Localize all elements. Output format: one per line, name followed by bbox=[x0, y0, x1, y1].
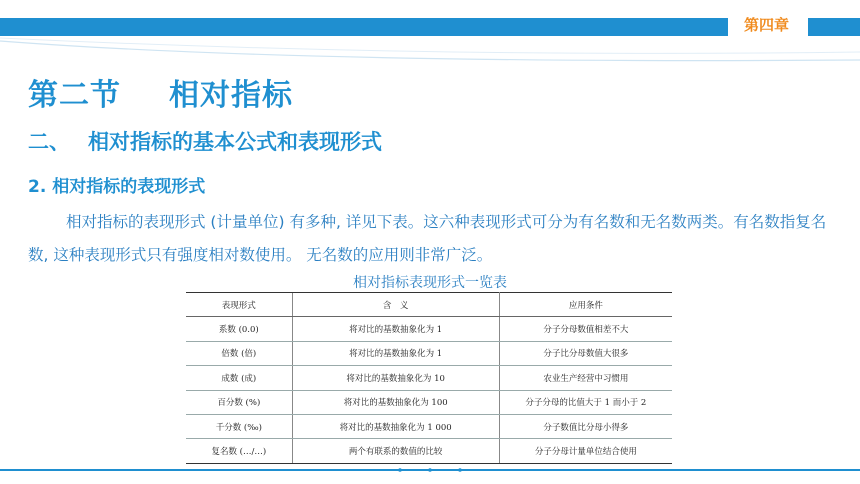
table-cell: 千分数 (‰) bbox=[186, 414, 292, 438]
header-decoration bbox=[0, 36, 860, 66]
header-bar-left bbox=[0, 18, 728, 36]
subheading-text: 相对指标的基本公式和表现形式 bbox=[88, 130, 382, 154]
table-cell: 分子分母的比值大于 1 而小于 2 bbox=[499, 390, 672, 414]
table-cell: 将对比的基数抽象化为 100 bbox=[292, 390, 499, 414]
table-row bbox=[186, 317, 672, 341]
table-cell: 将对比的基数抽象化为 1 bbox=[292, 317, 499, 341]
table-row bbox=[186, 366, 672, 390]
table-row bbox=[186, 439, 672, 463]
column-header: 表现形式 bbox=[186, 293, 292, 317]
table-cell: 倍数 (倍) bbox=[186, 341, 292, 365]
table-cell: 成数 (成) bbox=[186, 366, 292, 390]
column-header: 应用条件 bbox=[499, 293, 672, 317]
subheading-number: 二、 bbox=[28, 130, 70, 154]
table-cell: 系数 (0.0) bbox=[186, 317, 292, 341]
table-cell: 百分数 (%) bbox=[186, 390, 292, 414]
subheading bbox=[28, 126, 382, 156]
table-cell: 将对比的基数抽象化为 1 000 bbox=[292, 414, 499, 438]
forms-table bbox=[186, 292, 672, 464]
table-caption: 相对指标表现形式一览表 bbox=[353, 275, 507, 291]
table-header-row bbox=[186, 293, 672, 317]
section-number: 第二节 bbox=[28, 78, 121, 113]
table-cell: 分子分母数值相差不大 bbox=[499, 317, 672, 341]
table-cell: 分子比分母数值大很多 bbox=[499, 341, 672, 365]
table-cell: 农业生产经营中习惯用 bbox=[499, 366, 672, 390]
table-cell: 分子数值比分母小得多 bbox=[499, 414, 672, 438]
page-title bbox=[28, 70, 293, 114]
column-header: 含 义 bbox=[292, 293, 499, 317]
table-cell: 复名数 (…/…) bbox=[186, 439, 292, 463]
subsubheading: 2. 相对指标的表现形式 bbox=[28, 177, 206, 197]
body-paragraph: 相对指标的表现形式 (计量单位) 有多种, 详见下表。这六种表现形式可分为有名数和无名数两类。有名数指复名数, 这种表现形式只有强度相对数使用。 无名数的应用则非常广泛。 bbox=[28, 213, 827, 264]
table-cell: 两个有联系的数值的比较 bbox=[292, 439, 499, 463]
chapter-label: 第四章 bbox=[744, 16, 790, 34]
table-cell: 将对比的基数抽象化为 10 bbox=[292, 366, 499, 390]
section-topic: 相对指标 bbox=[169, 78, 293, 113]
table-row bbox=[186, 341, 672, 365]
table-row bbox=[186, 390, 672, 414]
table-cell: 将对比的基数抽象化为 1 bbox=[292, 341, 499, 365]
table-cell: 分子分母计量单位结合使用 bbox=[499, 439, 672, 463]
footer-decoration bbox=[0, 466, 860, 484]
table-row bbox=[186, 414, 672, 438]
header-bar-right bbox=[808, 18, 860, 36]
